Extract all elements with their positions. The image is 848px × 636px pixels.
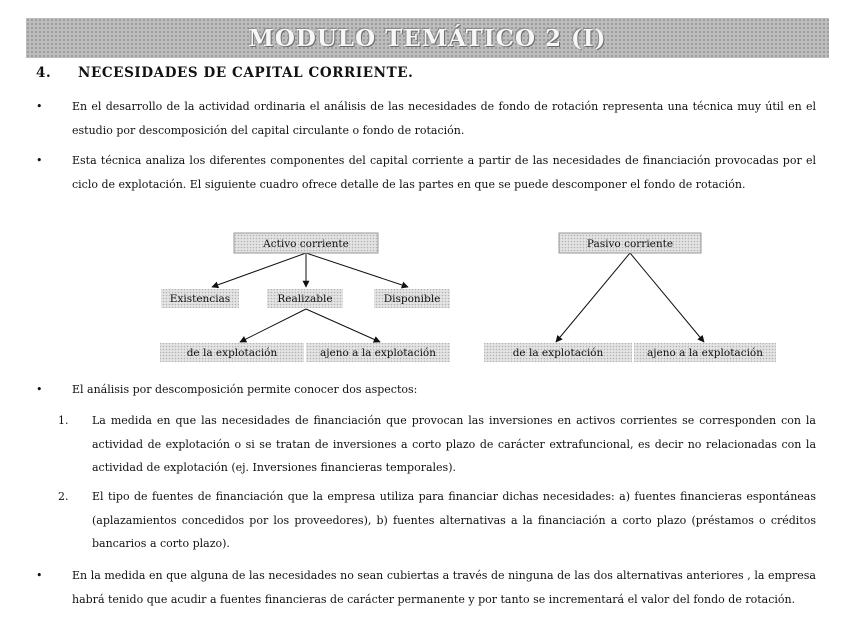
node-pasivo-ajeno xyxy=(634,343,776,362)
node-existencias-label: Existencias xyxy=(169,293,231,305)
section-number: 4. xyxy=(36,65,52,81)
section-title: NECESIDADES DE CAPITAL CORRIENTE. xyxy=(78,65,414,81)
numbered-item-1-marker: 1. xyxy=(58,414,69,427)
node-pasivo-explotacion-label: de la explotación xyxy=(512,347,604,359)
pasivo-tree xyxy=(484,233,776,362)
paragraph-3 xyxy=(36,378,816,402)
node-pasivo-ajeno-label: ajeno a la explotación xyxy=(646,347,764,359)
activo-tree xyxy=(160,233,450,362)
node-activo-corriente-label: Activo corriente xyxy=(263,238,349,250)
module-title: MODULO TEMÁTICO 2 (I) xyxy=(248,24,607,52)
paragraph-2-text: Esta técnica analiza los diferentes componentes del capital corriente a partir de las necesidades de financiación provocadas por el ciclo de explotación. El siguiente cuadro ofrece detalle de las partes en que se puede descomponer el fondo de rotación. xyxy=(72,154,816,191)
paragraph-1-text: En el desarrollo de la actividad ordinaria el análisis de las necesidades de fondo de rotación representa una técnica muy útil en el estudio por descomposición del capital circulante o fondo de rotación. xyxy=(72,100,816,137)
numbered-item-1 xyxy=(58,409,816,480)
node-realizable xyxy=(267,289,343,308)
node-activo-explotacion-label: de la explotación xyxy=(186,347,278,359)
node-disponible xyxy=(374,289,450,308)
paragraph-4-text: En la medida en que alguna de las necesidades no sean cubiertas a través de ninguna de las dos alternativas anteriores , la empresa habrá tenido que acudir a fuentes financieras de carácter permanente y por tanto se incrementará el valor del fondo de rotación. xyxy=(72,569,816,606)
node-pasivo-corriente-label: Pasivo corriente xyxy=(586,238,674,250)
numbered-item-2-text: El tipo de fuentes de financiación que la empresa utiliza para financiar dichas necesidades: a) fuentes financieras espontáneas (aplazamientos concedidos por los proveedores), b) fuentes alternativas a la financiación a corto plazo (préstamos o créditos bancarios a corto plazo). xyxy=(92,490,816,550)
bullet-icon: • xyxy=(36,569,43,582)
node-pasivo-explotacion xyxy=(484,343,632,362)
node-existencias xyxy=(161,289,239,308)
bullet-icon: • xyxy=(36,100,43,113)
node-activo-ajeno-label: ajeno a la explotación xyxy=(319,347,437,359)
node-disponible-label: Disponible xyxy=(383,293,441,305)
node-realizable-label: Realizable xyxy=(277,293,333,305)
bullet-icon: • xyxy=(36,383,43,396)
node-activo-corriente xyxy=(234,233,378,253)
node-activo-ajeno xyxy=(306,343,450,362)
paragraph-4 xyxy=(36,564,816,611)
numbered-item-1-text: La medida en que las necesidades de financiación que provocan las inversiones en activos corrientes se corresponden con la actividad de explotación o si se tratan de inversiones a corto plazo de carácter extrafuncional, es decir no relacionadas con la actividad de explotación (ej. Inversiones financieras temporales). xyxy=(92,414,816,474)
numbered-item-2-marker: 2. xyxy=(58,490,69,503)
node-pasivo-corriente xyxy=(559,233,701,253)
numbered-item-2 xyxy=(58,485,816,556)
bullet-icon: • xyxy=(36,154,43,167)
paragraph-3-text: El análisis por descomposición permite conocer dos aspectos: xyxy=(72,383,418,396)
node-activo-explotacion xyxy=(160,343,304,362)
